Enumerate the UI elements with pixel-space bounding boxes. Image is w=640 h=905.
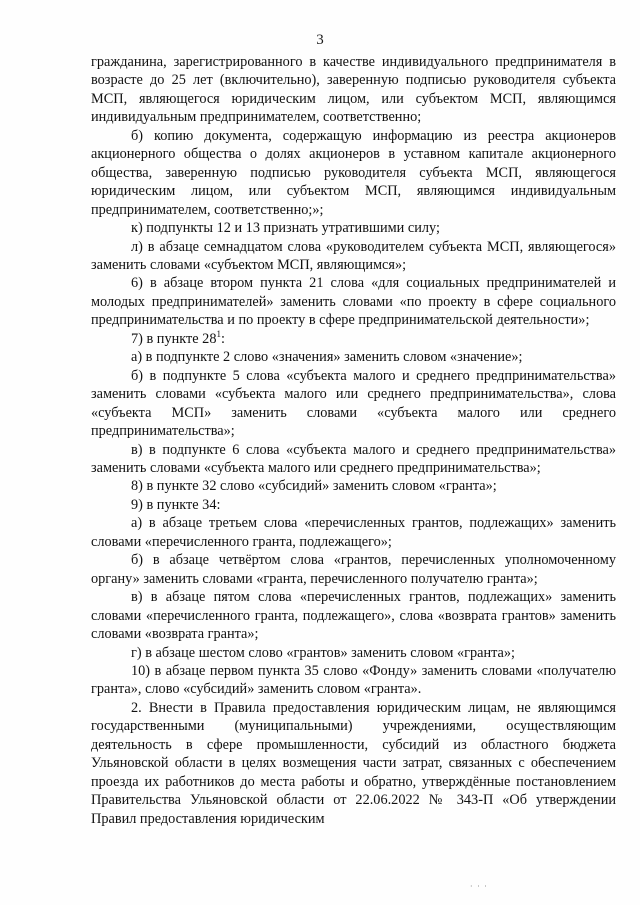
- page-number: 3: [316, 32, 324, 48]
- paragraph-9-point-34: 9) в пункте 34:: [131, 496, 221, 513]
- point-28-superscript: 1: [216, 329, 221, 340]
- paragraph-g-sixth-abstract: г) в абзаце шестом слово «грантов» заменить словом «гранта»;: [131, 644, 516, 661]
- point-28-colon: :: [220, 330, 225, 347]
- point-28-text: 7) в пункте 28: [131, 330, 217, 347]
- paragraph-2-amend-rules: 2. Внести в Правила предоставления юридическим лицам, не являющимся государственными (муниципальными) учреждениями, осуществляющим деятельность в сфере промышленности, субсидий из областного бюджета Ульяновской области в целях возмещения части затрат, связанных с обеспечением проезда их работников до места работы и обратно, утверждённые постановлением Правительства Ульяновской области от 22.06.2022 № 343-П «Об утверждении Правил предоставления юридическим: [91, 699, 616, 827]
- paragraph-10-point-35: 10) в абзаце первом пункта 35 слово «Фонду» заменить словами «получателю гранта», слово «субсидий» заменить словом «гранта».: [91, 662, 616, 698]
- paragraph-6-point-21: 6) в абзаце втором пункта 21 слова «для социальных предпринимателей и молодых предпринимателей» заменить словами «по проекту в сфере социального предпринимательства и по проекту в сфере предпринимательской деятельности»;: [91, 275, 616, 329]
- paragraph-a-third-abstract: а) в абзаце третьем слова «перечисленных грантов, подлежащих» заменить словами «перечисленного гранта, подлежащего»;: [91, 515, 616, 550]
- paragraph-b-shareholders-register: б) копию документа, содержащую информацию из реестра акционеров акционерного общества о долях акционеров в уставном капитале акционерного общества, заверенную подписью руководителя субъекта МСП, являющегося юридическим лицом, или субъектом МСП, являющимся индивидуальным предпринимателем, соответственно;»;: [91, 127, 616, 218]
- paragraph-l-seventeenth-abstract: л) в абзаце семнадцатом слова «руководителем субъекта МСП, являющегося» заменить словами «субъектом МСП, являющимся»;: [91, 238, 616, 273]
- paragraph-k-subpoints-void: к) подпункты 12 и 13 признать утратившими силу;: [131, 220, 440, 237]
- scan-artifact-mark: · · ·: [470, 882, 488, 891]
- paragraph-b-subpoint-5: б) в подпункте 5 слова «субъекта малого и среднего предпринимательства» заменить словами «субъекта малого или среднего предпринимательства», слова «субъекта МСП» заменить словами «субъекта малого или среднего предпринимательства»;: [91, 367, 616, 440]
- paragraph-7-point-28: [91, 330, 616, 348]
- paragraph-continuation: гражданина, зарегистрированного в качестве индивидуального предпринимателя в возрасте до 25 лет (включительно), заверенную подписью руководителя субъекта МСП, являющегося юридическим лицом, или субъектом МСП, являющимся индивидуальным предпринимателем, соответственно;: [91, 54, 616, 126]
- paragraph-v-subpoint-6: в) в подпункте 6 слова «субъекта малого и среднего предпринимательства» заменить словами «субъекта малого или среднего предпринимательства»;: [91, 441, 616, 476]
- paragraph-b-fourth-abstract: б) в абзаце четвёртом слова «грантов, перечисленных уполномоченному органу» заменить словами «гранта, перечисленного получателю гранта»;: [91, 552, 616, 587]
- paragraph-8-point-32: 8) в пункте 32 слово «субсидий» заменить словом «гранта»;: [131, 478, 497, 495]
- document-body: [91, 53, 616, 828]
- paragraph-a-subpoint-2: а) в подпункте 2 слово «значения» заменить словом «значение»;: [131, 349, 523, 366]
- paragraph-v-fifth-abstract: в) в абзаце пятом слова «перечисленных грантов, подлежащих» заменить словами «перечисленного гранта, подлежащего», слова «возврата грантов» заменить словами «возврата гранта»;: [91, 589, 616, 643]
